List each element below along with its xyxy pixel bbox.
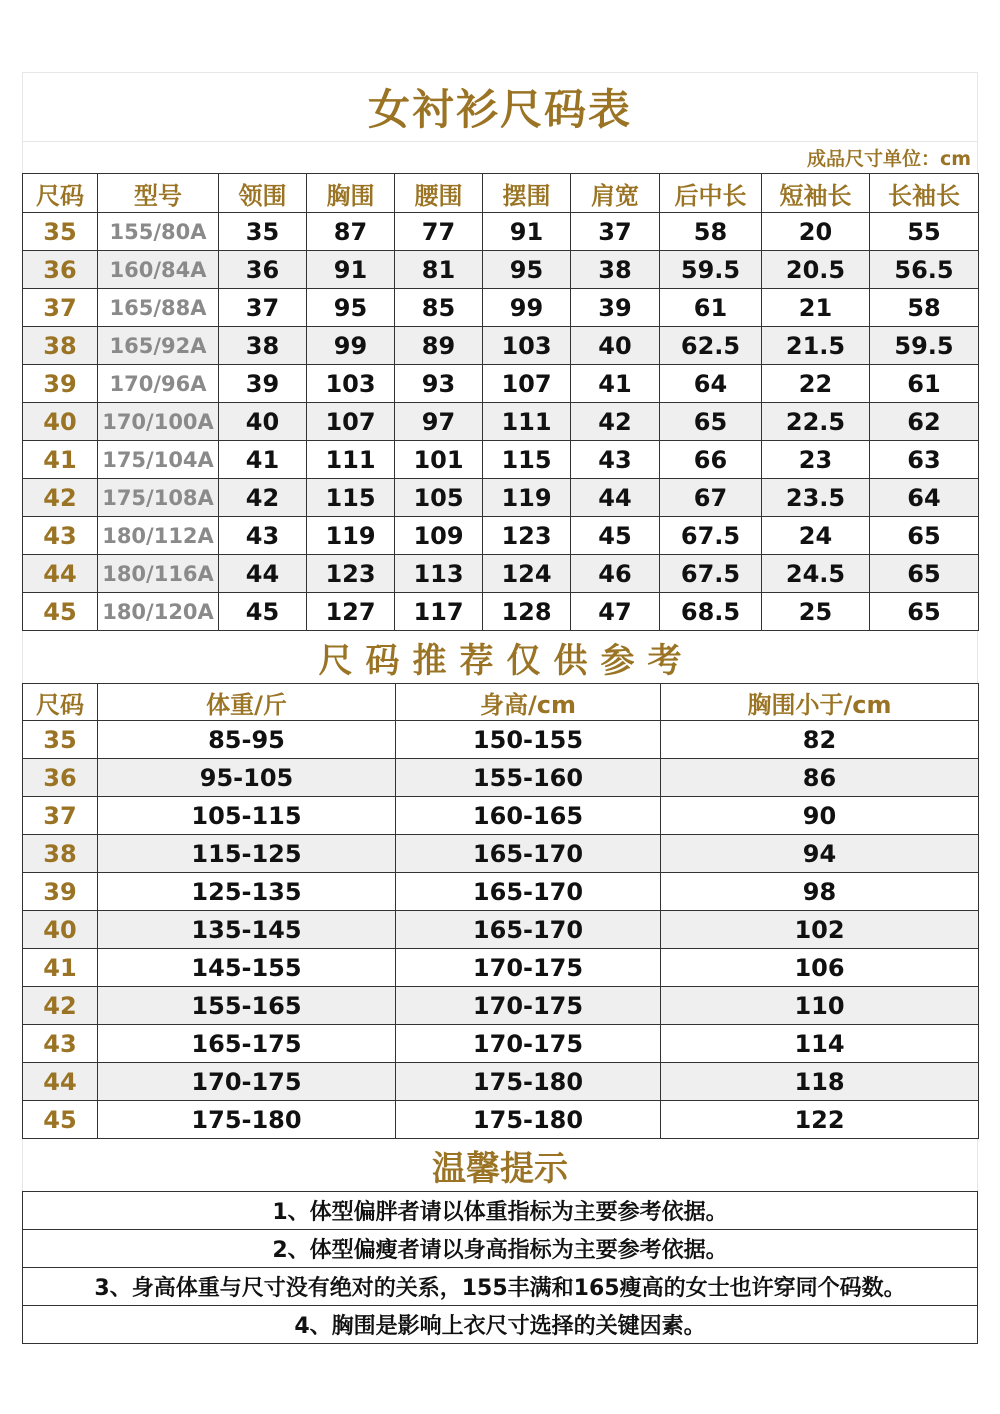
table-cell: 118	[661, 1063, 979, 1101]
table-row	[23, 987, 979, 1025]
model-cell: 180/120A	[98, 593, 219, 631]
size-cell: 39	[23, 365, 98, 403]
table-row	[23, 289, 979, 327]
table-cell: 135-145	[98, 911, 396, 949]
table-cell: 115	[307, 479, 395, 517]
size-cell: 39	[23, 873, 98, 911]
table-cell: 68.5	[660, 593, 762, 631]
table-row	[23, 441, 979, 479]
table-cell: 22.5	[762, 403, 870, 441]
column-header: 胸围	[307, 174, 395, 213]
table-row	[23, 403, 979, 441]
table-cell: 42	[571, 403, 660, 441]
column-header: 后中长	[660, 174, 762, 213]
table-row	[23, 517, 979, 555]
table-cell: 67.5	[660, 555, 762, 593]
table-row	[23, 327, 979, 365]
column-header: 型号	[98, 174, 219, 213]
recommend-table	[22, 683, 979, 1139]
table-cell: 175-180	[98, 1101, 396, 1139]
table-cell: 82	[661, 721, 979, 759]
table-cell: 170-175	[396, 987, 661, 1025]
size-cell: 42	[23, 479, 98, 517]
table-cell: 85-95	[98, 721, 396, 759]
column-header: 身高/cm	[396, 684, 661, 721]
table-cell: 40	[219, 403, 307, 441]
table-row	[23, 479, 979, 517]
table-cell: 125-135	[98, 873, 396, 911]
table-cell: 99	[307, 327, 395, 365]
table-cell: 115	[483, 441, 571, 479]
table-cell: 91	[483, 213, 571, 251]
size-cell: 41	[23, 441, 98, 479]
table-cell: 165-170	[396, 835, 661, 873]
table-row	[23, 251, 979, 289]
tip-row	[23, 1230, 978, 1268]
table-cell: 175-180	[396, 1101, 661, 1139]
table-cell: 47	[571, 593, 660, 631]
table-cell: 150-155	[396, 721, 661, 759]
table-cell: 21.5	[762, 327, 870, 365]
tip-row	[23, 1192, 978, 1230]
table-cell: 94	[661, 835, 979, 873]
table-row	[23, 555, 979, 593]
table-row	[23, 759, 979, 797]
model-cell: 175/108A	[98, 479, 219, 517]
table-cell: 23	[762, 441, 870, 479]
table-cell: 22	[762, 365, 870, 403]
size-cell: 42	[23, 987, 98, 1025]
table-cell: 38	[571, 251, 660, 289]
table-cell: 109	[395, 517, 483, 555]
column-header: 胸围小于/cm	[661, 684, 979, 721]
tip-text: 1、体型偏胖者请以体重指标为主要参考依据。	[23, 1192, 978, 1230]
model-cell: 155/80A	[98, 213, 219, 251]
table-cell: 41	[219, 441, 307, 479]
table-cell: 62	[870, 403, 979, 441]
table-cell: 115-125	[98, 835, 396, 873]
table-cell: 105	[395, 479, 483, 517]
header-row	[23, 174, 979, 213]
table-row	[23, 1025, 979, 1063]
table-cell: 86	[661, 759, 979, 797]
column-header: 领围	[219, 174, 307, 213]
table-cell: 155-160	[396, 759, 661, 797]
table-cell: 44	[219, 555, 307, 593]
table-cell: 37	[571, 213, 660, 251]
table-row	[23, 797, 979, 835]
table-cell: 65	[870, 517, 979, 555]
table-cell: 110	[661, 987, 979, 1025]
table-cell: 165-170	[396, 911, 661, 949]
table-cell: 62.5	[660, 327, 762, 365]
size-table	[22, 173, 979, 631]
table-row	[23, 721, 979, 759]
header-row	[23, 684, 979, 721]
table-cell: 95	[307, 289, 395, 327]
table-cell: 45	[571, 517, 660, 555]
table-cell: 170-175	[98, 1063, 396, 1101]
table-cell: 87	[307, 213, 395, 251]
table-cell: 58	[660, 213, 762, 251]
table-cell: 37	[219, 289, 307, 327]
table-cell: 24.5	[762, 555, 870, 593]
table-cell: 36	[219, 251, 307, 289]
size-cell: 36	[23, 759, 98, 797]
table-row	[23, 593, 979, 631]
size-cell: 35	[23, 213, 98, 251]
table-cell: 44	[571, 479, 660, 517]
table-cell: 42	[219, 479, 307, 517]
model-cell: 180/112A	[98, 517, 219, 555]
table-cell: 105-115	[98, 797, 396, 835]
table-cell: 58	[870, 289, 979, 327]
table-cell: 59.5	[870, 327, 979, 365]
column-header: 尺码	[23, 684, 98, 721]
table-cell: 111	[483, 403, 571, 441]
column-header: 腰围	[395, 174, 483, 213]
table-cell: 65	[870, 593, 979, 631]
model-cell: 170/96A	[98, 365, 219, 403]
table-cell: 41	[571, 365, 660, 403]
model-cell: 160/84A	[98, 251, 219, 289]
table-cell: 43	[571, 441, 660, 479]
size-cell: 38	[23, 327, 98, 365]
table-cell: 64	[870, 479, 979, 517]
table-cell: 20	[762, 213, 870, 251]
table-row	[23, 911, 979, 949]
tips-table	[22, 1191, 978, 1344]
table-cell: 43	[219, 517, 307, 555]
table-cell: 61	[660, 289, 762, 327]
size-cell: 45	[23, 593, 98, 631]
table-cell: 21	[762, 289, 870, 327]
table-cell: 46	[571, 555, 660, 593]
table-cell: 145-155	[98, 949, 396, 987]
table-cell: 65	[660, 403, 762, 441]
table-cell: 102	[661, 911, 979, 949]
size-cell: 40	[23, 403, 98, 441]
size-cell: 44	[23, 555, 98, 593]
tip-text: 4、胸围是影响上衣尺寸选择的关键因素。	[23, 1306, 978, 1344]
table-cell: 175-180	[396, 1063, 661, 1101]
size-cell: 43	[23, 1025, 98, 1063]
size-cell: 37	[23, 797, 98, 835]
table-cell: 117	[395, 593, 483, 631]
model-cell: 165/88A	[98, 289, 219, 327]
table-cell: 39	[571, 289, 660, 327]
table-cell: 114	[661, 1025, 979, 1063]
size-cell: 45	[23, 1101, 98, 1139]
table-cell: 67.5	[660, 517, 762, 555]
model-cell: 170/100A	[98, 403, 219, 441]
tip-row	[23, 1268, 978, 1306]
table-cell: 67	[660, 479, 762, 517]
table-cell: 59.5	[660, 251, 762, 289]
table-cell: 124	[483, 555, 571, 593]
table-row	[23, 1063, 979, 1101]
tip-row	[23, 1306, 978, 1344]
table-cell: 20.5	[762, 251, 870, 289]
table-cell: 170-175	[396, 1025, 661, 1063]
table-cell: 103	[483, 327, 571, 365]
model-cell: 175/104A	[98, 441, 219, 479]
table-cell: 89	[395, 327, 483, 365]
table-row	[23, 365, 979, 403]
table-cell: 170-175	[396, 949, 661, 987]
table-cell: 165-175	[98, 1025, 396, 1063]
table-row	[23, 873, 979, 911]
table-cell: 165-170	[396, 873, 661, 911]
table-cell: 38	[219, 327, 307, 365]
size-cell: 40	[23, 911, 98, 949]
table-cell: 61	[870, 365, 979, 403]
table-cell: 119	[483, 479, 571, 517]
table-cell: 45	[219, 593, 307, 631]
tips-title: 温馨提示	[22, 1139, 978, 1191]
table-cell: 119	[307, 517, 395, 555]
tip-text: 2、体型偏瘦者请以身高指标为主要参考依据。	[23, 1230, 978, 1268]
table-cell: 155-165	[98, 987, 396, 1025]
column-header: 体重/斤	[98, 684, 396, 721]
column-header: 肩宽	[571, 174, 660, 213]
column-header: 尺码	[23, 174, 98, 213]
table-cell: 25	[762, 593, 870, 631]
size-cell: 44	[23, 1063, 98, 1101]
table-cell: 55	[870, 213, 979, 251]
size-cell: 38	[23, 835, 98, 873]
table-cell: 85	[395, 289, 483, 327]
size-cell: 43	[23, 517, 98, 555]
table-cell: 81	[395, 251, 483, 289]
table-cell: 40	[571, 327, 660, 365]
table-cell: 64	[660, 365, 762, 403]
table-row	[23, 213, 979, 251]
table-cell: 122	[661, 1101, 979, 1139]
size-cell: 37	[23, 289, 98, 327]
table-row	[23, 1101, 979, 1139]
size-cell: 41	[23, 949, 98, 987]
table-cell: 113	[395, 555, 483, 593]
table-cell: 77	[395, 213, 483, 251]
table-cell: 111	[307, 441, 395, 479]
table-cell: 99	[483, 289, 571, 327]
unit-label: 成品尺寸单位：cm	[22, 141, 978, 173]
table-cell: 90	[661, 797, 979, 835]
table-cell: 93	[395, 365, 483, 403]
table-cell: 160-165	[396, 797, 661, 835]
table-row	[23, 835, 979, 873]
recommend-title: 尺码推荐仅供参考	[22, 631, 978, 683]
column-header: 短袖长	[762, 174, 870, 213]
table-cell: 98	[661, 873, 979, 911]
table-cell: 107	[307, 403, 395, 441]
table-cell: 127	[307, 593, 395, 631]
column-header: 长袖长	[870, 174, 979, 213]
table-cell: 103	[307, 365, 395, 403]
table-cell: 97	[395, 403, 483, 441]
page-title: 女衬衫尺码表	[22, 72, 978, 141]
table-cell: 128	[483, 593, 571, 631]
table-cell: 24	[762, 517, 870, 555]
table-cell: 107	[483, 365, 571, 403]
size-chart-page	[22, 72, 978, 1344]
table-cell: 65	[870, 555, 979, 593]
table-cell: 95	[483, 251, 571, 289]
table-cell: 101	[395, 441, 483, 479]
table-cell: 123	[483, 517, 571, 555]
model-cell: 180/116A	[98, 555, 219, 593]
size-cell: 35	[23, 721, 98, 759]
table-cell: 95-105	[98, 759, 396, 797]
table-cell: 66	[660, 441, 762, 479]
column-header: 摆围	[483, 174, 571, 213]
table-cell: 35	[219, 213, 307, 251]
size-cell: 36	[23, 251, 98, 289]
tip-text: 3、身高体重与尺寸没有绝对的关系，155丰满和165瘦高的女士也许穿同个码数。	[23, 1268, 978, 1306]
table-cell: 123	[307, 555, 395, 593]
table-cell: 106	[661, 949, 979, 987]
table-row	[23, 949, 979, 987]
table-cell: 63	[870, 441, 979, 479]
table-cell: 23.5	[762, 479, 870, 517]
table-cell: 39	[219, 365, 307, 403]
model-cell: 165/92A	[98, 327, 219, 365]
table-cell: 56.5	[870, 251, 979, 289]
table-cell: 91	[307, 251, 395, 289]
